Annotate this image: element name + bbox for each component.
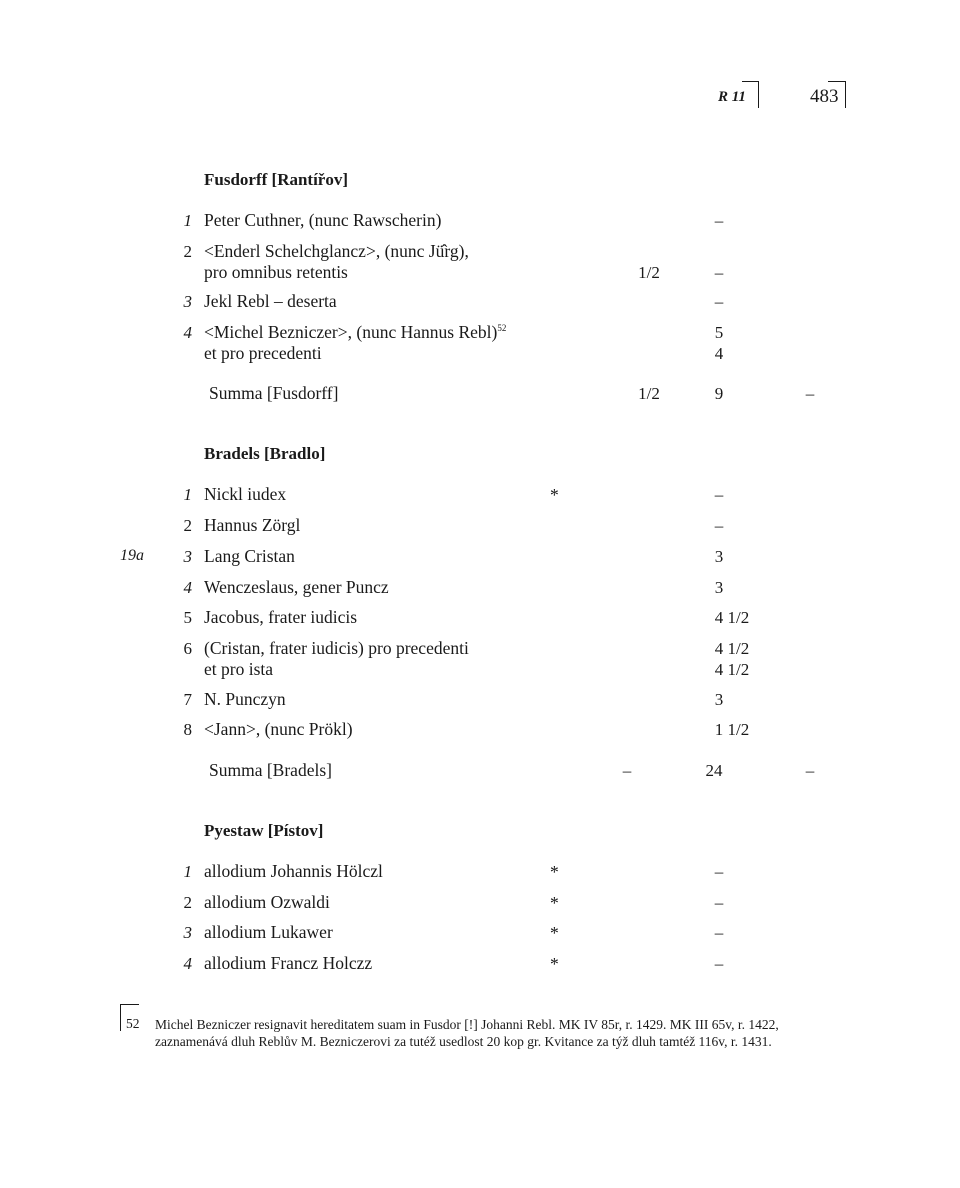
row-text: N. Punczyn [204, 689, 286, 709]
summa-value-c: – [805, 761, 815, 780]
row-number: 4 [183, 954, 192, 973]
row-text-continued: et pro ista [204, 659, 274, 679]
page-number-bracket [828, 81, 846, 108]
row-value-b: – [714, 516, 724, 535]
summa-value-a: – [622, 761, 632, 780]
row-value-b: – [714, 954, 724, 973]
row-star: * [550, 862, 559, 882]
row-text: Jacobus, frater iudicis [204, 607, 358, 627]
row-number: 3 [183, 292, 192, 311]
section-title-fusdorff: Fusdorff [Rantířov] [204, 170, 349, 189]
row-text: allodium Johannis Hölczl [204, 861, 383, 881]
row-number: 4 [183, 323, 192, 342]
footnote-number: 52 [126, 1016, 140, 1031]
row-number: 1 [183, 485, 192, 504]
row-text: Nickl iudex [204, 484, 287, 504]
row-number: 3 [183, 923, 192, 942]
row-number: 8 [183, 720, 192, 739]
row-text: allodium Ozwaldi [204, 892, 330, 912]
row-text-continued: pro omnibus retentis [204, 262, 348, 282]
summa-label: Summa [Bradels] [209, 760, 332, 780]
row-number: 6 [183, 639, 192, 658]
running-head: R 11 [718, 89, 746, 105]
row-number: 5 [183, 608, 192, 627]
row-number: 4 [183, 578, 192, 597]
row-value-b: 5 [714, 323, 724, 342]
row-number: 2 [183, 242, 192, 261]
summa-value-b: 9 [714, 384, 724, 403]
row-star: * [550, 954, 559, 974]
row-text: Peter Cuthner, (nunc Rawscherin) [204, 210, 442, 230]
row-text: Jekl Rebl – deserta [204, 291, 337, 311]
footnote-text: Michel Bezniczer resignavit hereditatem suam in Fusdor [!] Johanni Rebl. MK IV 85r, r. 1429. MK III 65v, r. 1422, zaznamenává dluh Reblův M. Bezniczerovi za tutéž usedlost 20 kop gr. Kvitance za týž dluh tamtéž 116v, r. 1431. [155, 1017, 779, 1049]
row-value-b: – [714, 263, 724, 282]
row-star: * [550, 923, 559, 943]
section-title-pyestaw: Pyestaw [Pístov] [204, 821, 324, 840]
row-number: 7 [183, 690, 192, 709]
row-number: 2 [183, 893, 192, 912]
row-value-b: – [714, 485, 724, 504]
row-value-b: 4 1/2 [714, 608, 750, 627]
row-value-b: 3 [714, 578, 724, 597]
row-value-b: 3 [714, 547, 724, 566]
row-value-b: 1 1/2 [714, 720, 750, 739]
row-value-b: 4 1/2 [714, 639, 750, 658]
margin-folio: 19a [120, 547, 144, 564]
row-number: 1 [183, 862, 192, 881]
row-text-main: <Michel Bezniczer>, (nunc Hannus Rebl) [204, 322, 498, 342]
row-text: Wenczeslaus, gener Puncz [204, 577, 389, 597]
row-text: <Jann>, (nunc Prökl) [204, 719, 353, 739]
row-value-b: – [714, 211, 724, 230]
row-number: 3 [183, 547, 192, 566]
footnote-ref: 52 [497, 323, 507, 334]
row-text: (Cristan, frater iudicis) pro precedenti [204, 638, 469, 658]
row-number: 2 [183, 516, 192, 535]
row-text-continued: et pro precedenti [204, 343, 322, 363]
row-text: allodium Lukawer [204, 922, 333, 942]
row-star: * [550, 893, 559, 913]
summa-value-c: – [805, 384, 815, 403]
row-text: allodium Francz Holczz [204, 953, 373, 973]
row-value-b: – [714, 292, 724, 311]
row-number: 1 [183, 211, 192, 230]
section-title-bradels: Bradels [Bradlo] [204, 444, 326, 463]
row-value-a: 1/2 [638, 263, 660, 282]
row-star: * [550, 485, 559, 505]
summa-label: Summa [Fusdorff] [209, 383, 339, 403]
row-value-b: 3 [714, 690, 724, 709]
row-text: Hannus Zörgl [204, 515, 301, 535]
row-value-b: – [714, 893, 724, 912]
summa-value-a: 1/2 [638, 384, 660, 403]
row-value-b: 4 [714, 344, 724, 363]
row-value-b: – [714, 862, 724, 881]
row-text [204, 322, 506, 343]
summa-value-b: 24 [705, 761, 723, 780]
row-text: <Enderl Schelchglancz>, (nunc Jü̂rg), [204, 241, 469, 261]
row-text: Lang Cristan [204, 546, 295, 566]
row-value-b: – [714, 923, 724, 942]
running-head-bracket [742, 81, 759, 108]
page-number: 483 [810, 86, 839, 107]
row-value-b: 4 1/2 [714, 660, 750, 679]
